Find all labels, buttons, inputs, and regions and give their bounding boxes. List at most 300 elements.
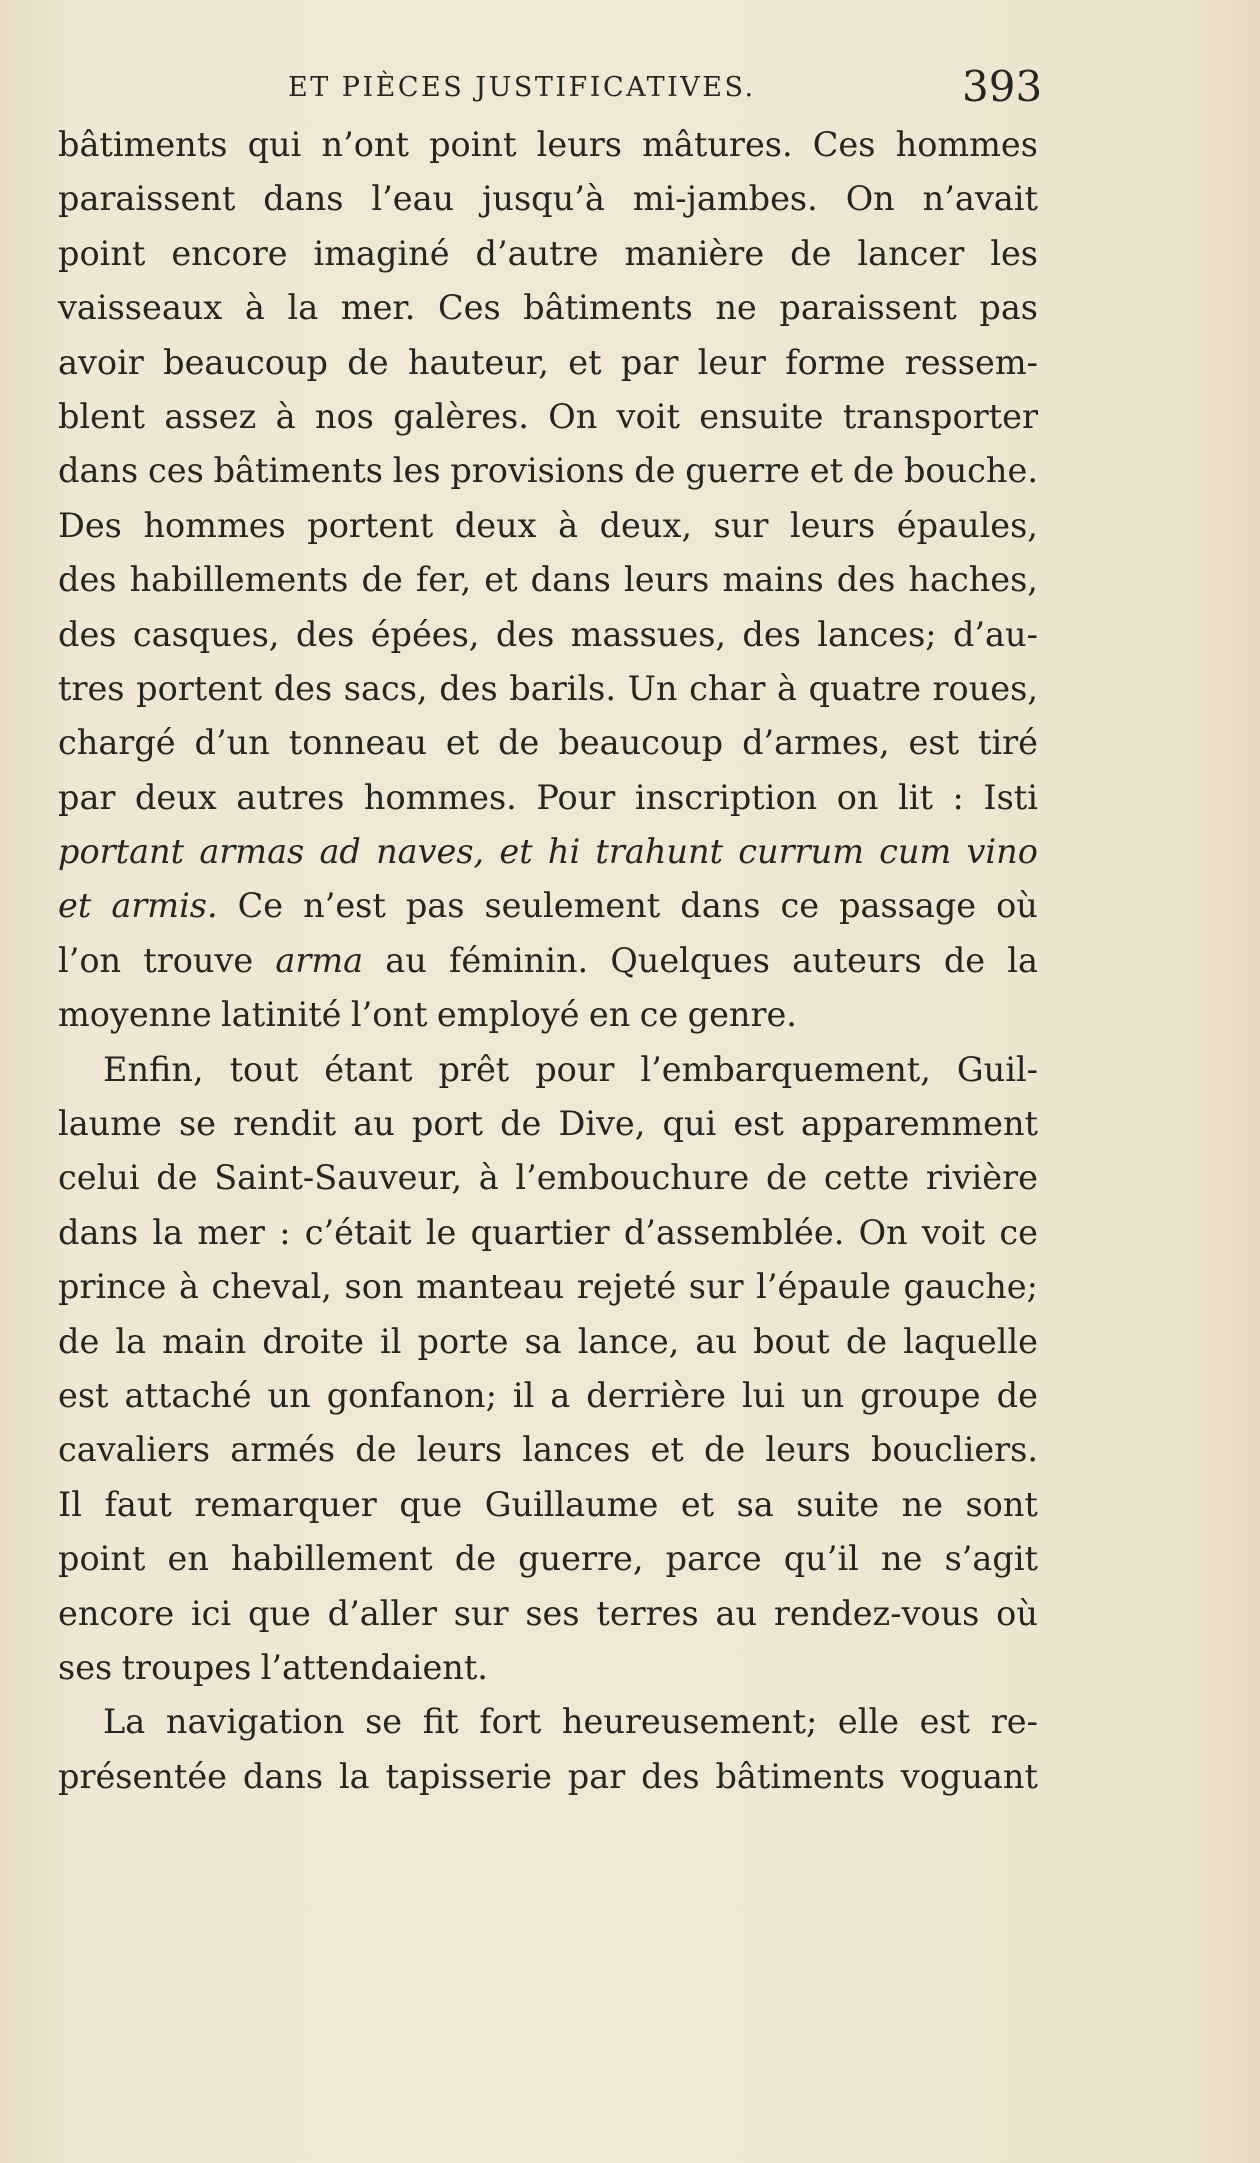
word: la bbox=[1007, 940, 1038, 980]
word: mâtures. bbox=[642, 125, 793, 164]
word: Il bbox=[58, 1484, 82, 1524]
word: imaginé bbox=[313, 233, 450, 273]
word: gonfanon; bbox=[326, 1375, 497, 1415]
word: le bbox=[425, 1212, 457, 1252]
word: Dive, bbox=[558, 1104, 646, 1144]
word: deux bbox=[454, 505, 537, 545]
text-line bbox=[58, 444, 1038, 498]
word: laquelle bbox=[903, 1321, 1038, 1361]
text-line bbox=[58, 771, 1038, 825]
word: main bbox=[162, 1321, 247, 1361]
word: au bbox=[385, 940, 427, 980]
word: assez bbox=[164, 396, 257, 436]
text-line bbox=[58, 172, 1038, 226]
word: épées, bbox=[370, 614, 480, 654]
word: à bbox=[777, 668, 797, 708]
text-line bbox=[58, 825, 1038, 879]
word: est bbox=[58, 1375, 109, 1415]
word: prêt bbox=[438, 1049, 510, 1089]
word: tout bbox=[229, 1049, 299, 1089]
page-number: 393 bbox=[962, 62, 1043, 111]
word: de bbox=[852, 451, 895, 491]
text-line bbox=[58, 390, 1038, 444]
word: manteau bbox=[416, 1267, 565, 1307]
word: l’embarquement, bbox=[640, 1049, 931, 1089]
word: par bbox=[620, 342, 679, 382]
word: inscription bbox=[634, 777, 818, 817]
word: navigation bbox=[165, 1702, 345, 1742]
word: les bbox=[990, 233, 1038, 273]
word: currum bbox=[738, 832, 864, 872]
word: Un bbox=[627, 668, 678, 708]
word: remarquer bbox=[194, 1484, 377, 1524]
word: hommes bbox=[895, 125, 1038, 164]
word: habillements bbox=[129, 560, 349, 600]
word: rendit bbox=[233, 1104, 337, 1144]
word: leurs bbox=[789, 505, 876, 545]
word: sur bbox=[688, 1267, 744, 1307]
word: blent bbox=[58, 396, 146, 436]
word: mer. bbox=[340, 288, 416, 328]
word: beaucoup bbox=[558, 723, 724, 763]
word: l’ont bbox=[350, 995, 428, 1035]
word: voguant bbox=[900, 1756, 1038, 1796]
word: cheval, bbox=[211, 1267, 332, 1307]
word: ici bbox=[190, 1593, 232, 1633]
word: lui bbox=[741, 1375, 785, 1415]
word: de bbox=[498, 723, 540, 763]
text-line bbox=[58, 1151, 1038, 1205]
word: dans bbox=[680, 886, 761, 926]
word: des bbox=[836, 560, 896, 600]
word: transporter bbox=[842, 396, 1038, 436]
word: autres bbox=[236, 777, 345, 817]
word: d’assemblée. bbox=[623, 1212, 845, 1252]
word: pas bbox=[405, 886, 465, 926]
word: point bbox=[58, 1539, 146, 1579]
word: Ces bbox=[438, 288, 501, 328]
word: ne bbox=[881, 1539, 923, 1579]
word: armas bbox=[199, 832, 305, 872]
word: hommes. bbox=[363, 777, 517, 817]
word: Guillaume bbox=[484, 1484, 659, 1524]
text-line bbox=[58, 1587, 1038, 1641]
running-title: ET PIÈCES JUSTIFICATIVES. bbox=[288, 72, 756, 103]
word: leurs bbox=[536, 125, 622, 164]
word: passage bbox=[839, 886, 977, 926]
word: de bbox=[361, 560, 403, 600]
word: et bbox=[445, 723, 480, 763]
word: groupe bbox=[860, 1375, 981, 1415]
word: portant bbox=[58, 832, 185, 872]
word: son bbox=[344, 1267, 404, 1307]
word: tonneau bbox=[288, 723, 427, 763]
word: elle bbox=[837, 1702, 899, 1742]
word: Pour bbox=[536, 777, 616, 817]
word: heureusement; bbox=[561, 1702, 818, 1742]
word: ne bbox=[715, 288, 757, 328]
word: portent bbox=[136, 668, 263, 708]
word: rivière bbox=[925, 1158, 1038, 1198]
word: suite bbox=[796, 1484, 880, 1524]
word: forme bbox=[785, 342, 886, 382]
word: fer, bbox=[415, 560, 472, 600]
text-line bbox=[58, 1423, 1038, 1477]
word: qu’il bbox=[783, 1539, 859, 1579]
word: tres bbox=[58, 668, 125, 708]
word: faut bbox=[104, 1484, 172, 1524]
word: dans bbox=[58, 1212, 139, 1252]
word: deux bbox=[134, 777, 217, 817]
word: dans bbox=[530, 560, 611, 600]
word: hi bbox=[547, 832, 581, 872]
word: manière bbox=[624, 233, 765, 273]
word: et bbox=[650, 1430, 684, 1470]
word: bâtiments bbox=[523, 288, 693, 328]
word: hauteur, bbox=[407, 342, 549, 382]
word: n’avait bbox=[922, 179, 1038, 219]
word: sa bbox=[524, 1321, 562, 1361]
word: des bbox=[641, 1756, 700, 1796]
word: mi-jambes. bbox=[632, 179, 818, 219]
word: beaucoup bbox=[163, 342, 328, 382]
word: leurs bbox=[416, 1430, 503, 1470]
word: trahunt bbox=[595, 832, 724, 872]
word: moyenne bbox=[58, 995, 212, 1035]
word: sacs, bbox=[343, 668, 428, 708]
word: à bbox=[178, 1267, 199, 1307]
word: boucliers. bbox=[870, 1430, 1038, 1470]
word: char bbox=[689, 668, 766, 708]
word: que bbox=[247, 1593, 311, 1633]
word: les bbox=[392, 451, 441, 491]
word: de bbox=[355, 1430, 397, 1470]
word: des bbox=[495, 614, 555, 654]
word: c’était bbox=[304, 1212, 412, 1252]
word: ressem- bbox=[904, 342, 1038, 382]
word: derrière bbox=[586, 1375, 726, 1415]
word: chargé bbox=[58, 723, 176, 763]
word: ses bbox=[58, 1647, 113, 1687]
text-line bbox=[58, 1043, 1038, 1097]
word: port bbox=[411, 1104, 483, 1144]
word: pas bbox=[979, 288, 1038, 328]
word: laume bbox=[58, 1104, 162, 1144]
word: lance, bbox=[577, 1321, 680, 1361]
word: bout bbox=[753, 1321, 830, 1361]
text-line bbox=[58, 1641, 1038, 1695]
word: vino bbox=[966, 832, 1038, 872]
word: ne bbox=[901, 1484, 943, 1524]
word: portent bbox=[307, 505, 434, 545]
word: dans bbox=[58, 451, 139, 491]
word: des bbox=[58, 560, 117, 600]
word: de bbox=[634, 451, 676, 491]
word: d’armes, bbox=[742, 723, 890, 763]
word: ce bbox=[999, 1212, 1038, 1252]
word: au bbox=[695, 1321, 737, 1361]
word: roues, bbox=[932, 668, 1038, 708]
word: sont bbox=[965, 1484, 1038, 1524]
word: sur bbox=[453, 1593, 509, 1633]
word: des bbox=[58, 614, 117, 654]
word: armis. bbox=[111, 886, 218, 926]
word: leurs bbox=[765, 1430, 851, 1470]
word: paraissent bbox=[779, 288, 957, 328]
word: dans bbox=[263, 179, 344, 219]
word: Enfin, bbox=[103, 1049, 204, 1089]
word: porte bbox=[417, 1321, 509, 1361]
word: La bbox=[103, 1702, 146, 1742]
word: en bbox=[167, 1539, 209, 1579]
word: s’agit bbox=[944, 1539, 1038, 1579]
word: d’aller bbox=[327, 1593, 437, 1633]
word: ce bbox=[780, 886, 820, 926]
word: se bbox=[178, 1104, 216, 1144]
word: gauche; bbox=[903, 1267, 1038, 1307]
word: On bbox=[845, 179, 895, 219]
text-line bbox=[58, 227, 1038, 281]
word: On bbox=[548, 396, 598, 436]
word: Guil- bbox=[956, 1049, 1038, 1089]
word: il bbox=[512, 1375, 535, 1415]
word: par bbox=[567, 1756, 626, 1796]
text-line bbox=[58, 499, 1038, 553]
word: galères. bbox=[393, 396, 529, 436]
text-line bbox=[58, 934, 1038, 988]
word: l’embouchure bbox=[515, 1158, 750, 1198]
word: se bbox=[365, 1702, 403, 1742]
text-line bbox=[58, 662, 1038, 716]
word: barils. bbox=[509, 668, 616, 708]
word: d’autre bbox=[475, 233, 599, 273]
word: au bbox=[353, 1104, 395, 1144]
word: tapisserie bbox=[385, 1756, 552, 1796]
word: seulement bbox=[484, 886, 661, 926]
word: naves, bbox=[376, 832, 485, 872]
word: bâtiments bbox=[213, 451, 383, 491]
word: Saint-Sauveur, bbox=[214, 1158, 463, 1198]
word: l’eau bbox=[371, 179, 455, 219]
word: paraissent bbox=[58, 179, 236, 219]
word: qui bbox=[247, 125, 302, 164]
word: l’épaule bbox=[756, 1267, 891, 1307]
word: terres bbox=[596, 1593, 699, 1633]
word: on bbox=[836, 777, 879, 817]
word: genre. bbox=[687, 995, 797, 1035]
word: rendez-vous bbox=[773, 1593, 980, 1633]
word: tiré bbox=[977, 723, 1038, 763]
word: des bbox=[295, 614, 355, 654]
word: la bbox=[152, 1212, 184, 1252]
word: casques, bbox=[132, 614, 280, 654]
word: encore bbox=[171, 233, 288, 273]
word: deux, bbox=[599, 505, 692, 545]
word: d’un bbox=[194, 723, 270, 763]
body-text bbox=[58, 118, 1038, 1804]
word: quatre bbox=[808, 668, 921, 708]
word: lances; bbox=[817, 614, 937, 654]
text-line bbox=[58, 553, 1038, 607]
word: fit bbox=[422, 1702, 459, 1742]
word: latinité bbox=[221, 995, 342, 1035]
word: pour bbox=[535, 1049, 615, 1089]
word: sa bbox=[736, 1484, 774, 1524]
word: quartier bbox=[470, 1212, 610, 1252]
word: guerre, bbox=[518, 1539, 644, 1579]
word: de bbox=[703, 1430, 746, 1470]
word: la bbox=[287, 288, 319, 328]
word: prince bbox=[58, 1267, 167, 1307]
text-line bbox=[58, 1206, 1038, 1260]
text-line bbox=[58, 1315, 1038, 1369]
word: ses bbox=[525, 1593, 580, 1633]
word: dans bbox=[242, 1756, 324, 1796]
text-line bbox=[58, 716, 1038, 770]
word: en bbox=[588, 995, 631, 1035]
word: mer bbox=[197, 1212, 265, 1252]
text-line bbox=[58, 1260, 1038, 1314]
word: ces bbox=[147, 451, 204, 491]
word: des bbox=[742, 614, 801, 654]
word: a bbox=[550, 1375, 571, 1415]
word: au bbox=[715, 1593, 758, 1633]
word: armés bbox=[230, 1430, 336, 1470]
word: des bbox=[273, 668, 333, 708]
text-line bbox=[58, 1695, 1038, 1749]
word: que bbox=[399, 1484, 463, 1524]
word: vaisseaux bbox=[58, 288, 223, 328]
word: de bbox=[765, 1158, 808, 1198]
word: point bbox=[429, 125, 517, 164]
word: n’ont bbox=[321, 125, 409, 164]
word: il bbox=[380, 1321, 402, 1361]
word: droite bbox=[262, 1321, 364, 1361]
word: re- bbox=[990, 1702, 1038, 1742]
text-line bbox=[58, 1532, 1038, 1586]
word: qui bbox=[662, 1104, 717, 1144]
text-line bbox=[58, 281, 1038, 335]
word: de bbox=[454, 1539, 497, 1579]
word: un bbox=[800, 1375, 845, 1415]
text-line bbox=[58, 1478, 1038, 1532]
text-line bbox=[58, 336, 1038, 390]
word: de bbox=[996, 1375, 1038, 1415]
word: où bbox=[996, 1593, 1038, 1633]
word: habillement bbox=[231, 1539, 433, 1579]
word: employé bbox=[436, 995, 580, 1035]
word: parce bbox=[665, 1539, 762, 1579]
word: leurs bbox=[623, 560, 710, 600]
word: la bbox=[338, 1756, 370, 1796]
word: point bbox=[58, 233, 146, 273]
word: : bbox=[952, 777, 964, 817]
word: celui bbox=[58, 1158, 140, 1198]
word: hommes bbox=[143, 505, 286, 545]
word: fort bbox=[479, 1702, 542, 1742]
word: guerre bbox=[685, 451, 800, 491]
word: cum bbox=[879, 832, 952, 872]
word: ad bbox=[319, 832, 361, 872]
word: l’attendaient. bbox=[260, 1647, 488, 1687]
word: de bbox=[790, 233, 832, 273]
word: est bbox=[733, 1104, 784, 1144]
word: bâtiments bbox=[58, 125, 228, 164]
word: étant bbox=[324, 1049, 413, 1089]
word: massues, bbox=[570, 614, 727, 654]
word: arma bbox=[275, 940, 364, 980]
word: où bbox=[996, 886, 1038, 926]
word: nos bbox=[314, 396, 374, 436]
word: de bbox=[500, 1104, 542, 1144]
word: la bbox=[115, 1321, 147, 1361]
word: Isti bbox=[983, 777, 1038, 817]
word: cavaliers bbox=[58, 1430, 211, 1470]
word: auteurs bbox=[792, 940, 922, 980]
word: par bbox=[58, 777, 116, 817]
word: d’au- bbox=[952, 614, 1038, 654]
word: n’est bbox=[303, 886, 386, 926]
word: présentée bbox=[58, 1756, 227, 1796]
word: et bbox=[58, 886, 92, 926]
word: à bbox=[558, 505, 579, 545]
word: et bbox=[568, 342, 602, 382]
word: ensuite bbox=[699, 396, 824, 436]
word: est bbox=[908, 723, 960, 763]
word: lances bbox=[522, 1430, 631, 1470]
word: sur bbox=[713, 505, 769, 545]
word: provisions bbox=[450, 451, 625, 491]
word: et bbox=[809, 451, 844, 491]
word: voit bbox=[921, 1212, 986, 1252]
word: Des bbox=[58, 505, 122, 545]
word: à bbox=[244, 288, 265, 328]
word: un bbox=[267, 1375, 311, 1415]
word: Ces bbox=[812, 125, 876, 164]
word: est bbox=[919, 1702, 971, 1742]
word: jusqu’à bbox=[482, 179, 605, 219]
word: trouve bbox=[143, 940, 254, 980]
word: et bbox=[680, 1484, 715, 1524]
word: de bbox=[943, 940, 986, 980]
text-line bbox=[58, 988, 1038, 1042]
word: leur bbox=[697, 342, 766, 382]
word: voit bbox=[616, 396, 680, 436]
word: troupes bbox=[121, 1647, 252, 1687]
word: Quelques bbox=[610, 940, 770, 980]
word: haches, bbox=[908, 560, 1038, 600]
word: cette bbox=[823, 1158, 910, 1198]
text-line bbox=[58, 1369, 1038, 1423]
word: Ce bbox=[237, 886, 284, 926]
word: et bbox=[499, 832, 533, 872]
word: lit bbox=[898, 777, 933, 817]
word: rejeté bbox=[576, 1267, 677, 1307]
word: à bbox=[478, 1158, 499, 1198]
word: mains bbox=[722, 560, 824, 600]
word: épaules, bbox=[896, 505, 1038, 545]
text-line bbox=[58, 1097, 1038, 1151]
word: l’on bbox=[58, 940, 122, 980]
word: attaché bbox=[124, 1375, 252, 1415]
word: de bbox=[845, 1321, 888, 1361]
word: encore bbox=[58, 1593, 175, 1633]
word: féminin. bbox=[448, 940, 589, 980]
word: de bbox=[347, 342, 389, 382]
word: de bbox=[58, 1321, 100, 1361]
word: et bbox=[484, 560, 518, 600]
word: apparemment bbox=[800, 1104, 1038, 1144]
